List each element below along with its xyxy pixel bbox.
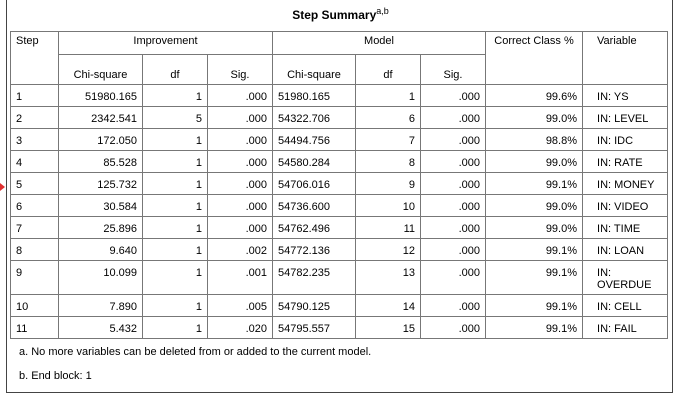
cell-imp-sig: .000 [208, 107, 273, 129]
footnote-a: a. No more variables can be deleted from or added to the current model. [19, 346, 372, 358]
cell-mod-df: 14 [356, 295, 421, 317]
cell-mod-df: 10 [356, 195, 421, 217]
cell-mod-chi-square: 54736.600 [273, 195, 356, 217]
header-mod-sig: Sig. [421, 55, 486, 85]
table-row [11, 261, 668, 295]
cell-mod-sig: .000 [421, 151, 486, 173]
header-variable: Variable [583, 32, 668, 85]
header-imp-sig: Sig. [208, 55, 273, 85]
cell-imp-sig: .000 [208, 151, 273, 173]
cell-variable: IN: YS [583, 85, 668, 107]
cell-step: 6 [11, 195, 59, 217]
cell-mod-df: 8 [356, 151, 421, 173]
cell-imp-chi-square: 30.584 [59, 195, 143, 217]
cell-imp-sig: .000 [208, 129, 273, 151]
cell-mod-sig: .000 [421, 317, 486, 339]
cell-step: 3 [11, 129, 59, 151]
cell-step: 8 [11, 239, 59, 261]
cell-imp-chi-square: 51980.165 [59, 85, 143, 107]
header-imp-chi-square: Chi-square [59, 55, 143, 85]
cell-step: 7 [11, 217, 59, 239]
cell-imp-chi-square: 10.099 [59, 261, 143, 295]
cell-imp-df: 1 [143, 317, 208, 339]
cell-mod-chi-square: 54782.235 [273, 261, 356, 295]
cell-correct-class: 99.6% [486, 85, 583, 107]
cell-imp-df: 5 [143, 107, 208, 129]
table-row [11, 295, 668, 317]
cell-variable: IN: VIDEO [583, 195, 668, 217]
table-title [0, 6, 681, 22]
cell-imp-sig: .000 [208, 195, 273, 217]
footnote-b: b. End block: 1 [19, 370, 92, 382]
table-row [11, 239, 668, 261]
cell-imp-sig: .001 [208, 261, 273, 295]
cell-mod-chi-square: 54762.496 [273, 217, 356, 239]
cell-mod-sig: .000 [421, 239, 486, 261]
cell-imp-sig: .000 [208, 217, 273, 239]
cell-mod-df: 1 [356, 85, 421, 107]
cell-imp-sig: .005 [208, 295, 273, 317]
cell-correct-class: 99.1% [486, 317, 583, 339]
cell-imp-sig: .000 [208, 173, 273, 195]
cell-imp-sig: .002 [208, 239, 273, 261]
title-superscript: a,b [376, 6, 389, 16]
cell-imp-chi-square: 25.896 [59, 217, 143, 239]
cell-step: 9 [11, 261, 59, 295]
cell-mod-sig: .000 [421, 261, 486, 295]
cell-correct-class: 99.1% [486, 295, 583, 317]
cell-mod-df: 12 [356, 239, 421, 261]
cell-mod-df: 6 [356, 107, 421, 129]
cell-mod-sig: .000 [421, 195, 486, 217]
table-title-text: Step Summary [292, 8, 377, 22]
cell-variable: IN: RATE [583, 151, 668, 173]
header-imp-df: df [143, 55, 208, 85]
cell-correct-class: 99.0% [486, 107, 583, 129]
cell-mod-sig: .000 [421, 173, 486, 195]
cell-correct-class: 98.8% [486, 129, 583, 151]
cell-variable: IN: MONEY [583, 173, 668, 195]
cell-imp-chi-square: 125.732 [59, 173, 143, 195]
cell-imp-chi-square: 7.890 [59, 295, 143, 317]
table-row [11, 317, 668, 339]
cell-step: 4 [11, 151, 59, 173]
cell-imp-sig: .000 [208, 85, 273, 107]
cell-step: 10 [11, 295, 59, 317]
cell-variable: IN: FAIL [583, 317, 668, 339]
cell-variable: IN: LOAN [583, 239, 668, 261]
cell-step: 5 [11, 173, 59, 195]
cell-mod-df: 15 [356, 317, 421, 339]
table-row [11, 107, 668, 129]
cell-correct-class: 99.1% [486, 239, 583, 261]
cell-mod-df: 7 [356, 129, 421, 151]
header-step: Step [11, 32, 59, 85]
cell-imp-chi-square: 5.432 [59, 317, 143, 339]
cell-mod-chi-square: 54494.756 [273, 129, 356, 151]
table-row [11, 217, 668, 239]
cell-mod-chi-square: 51980.165 [273, 85, 356, 107]
cell-mod-sig: .000 [421, 295, 486, 317]
step-summary-table [10, 31, 668, 339]
cell-imp-df: 1 [143, 217, 208, 239]
cell-mod-chi-square: 54322.706 [273, 107, 356, 129]
cell-mod-chi-square: 54706.016 [273, 173, 356, 195]
cell-mod-df: 11 [356, 217, 421, 239]
cell-mod-df: 9 [356, 173, 421, 195]
cell-correct-class: 99.1% [486, 173, 583, 195]
cell-correct-class: 99.1% [486, 261, 583, 295]
cell-mod-sig: .000 [421, 107, 486, 129]
cell-mod-chi-square: 54580.284 [273, 151, 356, 173]
cell-correct-class: 99.0% [486, 151, 583, 173]
header-model: Model [273, 32, 486, 55]
cell-imp-df: 1 [143, 239, 208, 261]
cell-imp-df: 1 [143, 129, 208, 151]
cell-mod-sig: .000 [421, 129, 486, 151]
cell-step: 1 [11, 85, 59, 107]
header-correct-class: Correct Class % [486, 32, 583, 85]
cell-variable: IN: OVERDUE [583, 261, 668, 295]
cell-imp-sig: .020 [208, 317, 273, 339]
cell-imp-df: 1 [143, 295, 208, 317]
table-row [11, 173, 668, 195]
cell-correct-class: 99.0% [486, 195, 583, 217]
header-row-1 [11, 32, 668, 55]
cell-variable: IN: IDC [583, 129, 668, 151]
cell-mod-chi-square: 54795.557 [273, 317, 356, 339]
cell-variable: IN: CELL [583, 295, 668, 317]
cell-variable: IN: LEVEL [583, 107, 668, 129]
cell-correct-class: 99.0% [486, 217, 583, 239]
cell-mod-sig: .000 [421, 217, 486, 239]
cell-mod-sig: .000 [421, 85, 486, 107]
cell-imp-df: 1 [143, 151, 208, 173]
row-marker-arrow-icon [0, 183, 5, 191]
cell-imp-df: 1 [143, 195, 208, 217]
table-row [11, 129, 668, 151]
cell-imp-chi-square: 9.640 [59, 239, 143, 261]
cell-imp-chi-square: 85.528 [59, 151, 143, 173]
cell-mod-chi-square: 54772.136 [273, 239, 356, 261]
header-mod-chi-square: Chi-square [273, 55, 356, 85]
cell-imp-df: 1 [143, 261, 208, 295]
header-improvement: Improvement [59, 32, 273, 55]
cell-variable: IN: TIME [583, 217, 668, 239]
table-row [11, 195, 668, 217]
cell-mod-chi-square: 54790.125 [273, 295, 356, 317]
header-mod-df: df [356, 55, 421, 85]
cell-step: 2 [11, 107, 59, 129]
table-row [11, 151, 668, 173]
cell-imp-df: 1 [143, 173, 208, 195]
cell-imp-df: 1 [143, 85, 208, 107]
cell-imp-chi-square: 172.050 [59, 129, 143, 151]
cell-imp-chi-square: 2342.541 [59, 107, 143, 129]
table-row [11, 85, 668, 107]
cell-mod-df: 13 [356, 261, 421, 295]
cell-step: 11 [11, 317, 59, 339]
